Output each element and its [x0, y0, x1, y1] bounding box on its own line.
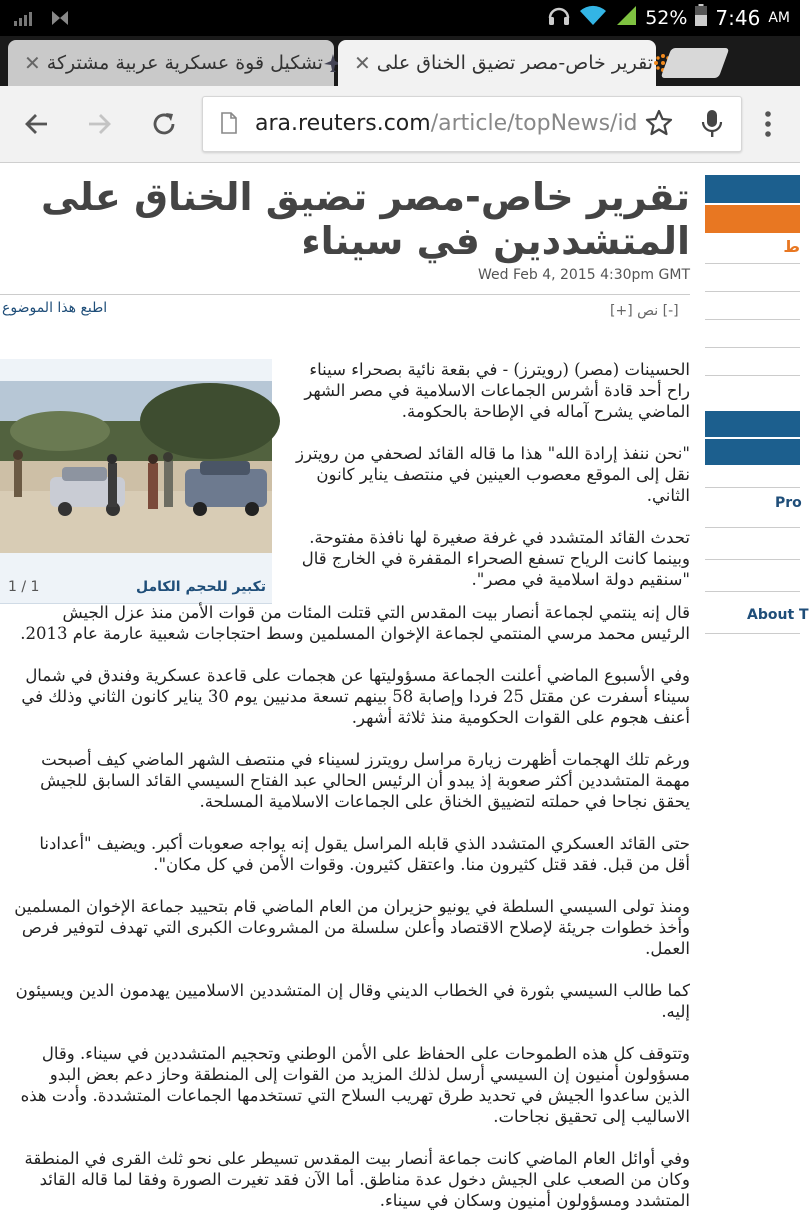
divider: [0, 294, 690, 295]
photo-box: [0, 359, 272, 604]
sidebar-divider: [705, 487, 800, 488]
article-paragraph: كما طالب السيسي بثورة في الخطاب الديني وقال إن المتشددين الاسلاميين يهدمون الدين ويسيئون إليه.: [15, 981, 690, 1021]
forward-button[interactable]: [82, 106, 118, 142]
wifi-icon: [579, 4, 607, 31]
sidebar-divider: [705, 559, 800, 560]
sidebar-blue-bar: [705, 439, 800, 465]
tab-close-icon[interactable]: ✕: [354, 51, 371, 75]
tab-inactive[interactable]: [8, 40, 334, 86]
notification-icon: [50, 9, 70, 31]
text-size-control[interactable]: [+] نص [-]: [610, 303, 679, 319]
url-host: ara.reuters.com: [255, 111, 431, 136]
sidebar-divider: [705, 291, 800, 292]
article-paragraph: ومنذ تولى السيسي السلطة في يونيو حزيران من العام الماضي قام بتحييد جماعة الإخوان المسلمين وأخذ خطوات جريئة لإصلاح الاقتصاد وأعلن سلسلة من المشروعات الكبرى التي تهدف لتوفير فرص العمل.: [14, 897, 690, 958]
microphone-icon[interactable]: [701, 109, 723, 143]
address-bar[interactable]: [202, 96, 742, 152]
sidebar-blue-bar: [705, 411, 800, 437]
sidebar-divider: [705, 319, 800, 320]
photo-caption-row: [0, 577, 272, 601]
article-dateline: Wed Feb 4, 2015 4:30pm GMT: [478, 267, 690, 283]
print-article-link[interactable]: اطبع هذا الموضوع: [2, 300, 108, 316]
battery-percent: 52%: [645, 6, 688, 29]
forward-arrow-icon: [87, 111, 113, 137]
sidebar-item[interactable]: About T: [747, 607, 809, 623]
headphones-icon: [547, 4, 571, 31]
url-text: [255, 111, 638, 136]
tab-close-icon[interactable]: ✕: [24, 51, 41, 75]
bookmark-star-icon[interactable]: [645, 109, 673, 141]
back-arrow-icon: [23, 111, 49, 137]
article-paragraph: الحسينات (مصر) (رويترز) - في بقعة نائية بصحراء سيناء راح أحد قادة أشرس الجماعات الاسلامية في مصر الشهر الماضي يشرح آماله في الإطاحة بالحكومة.: [304, 360, 690, 421]
reload-icon: [150, 110, 178, 138]
enlarge-photo-link[interactable]: تكبير للحجم الكامل: [135, 579, 266, 595]
url-path: /article/topNews/id: [430, 111, 638, 136]
clock-meridiem: AM: [768, 9, 790, 26]
sidebar-divider: [705, 633, 800, 634]
back-button[interactable]: [18, 106, 54, 142]
sidebar-blue-bar: [705, 175, 800, 203]
article-paragraph: وتتوقف كل هذه الطموحات على الحفاظ على الأمن الوطني وتحجيم المتشددين في سيناء. وقال مسؤولون أمنيون إن السيسي أرسل لذلك المزيد من القوات إلى المنطقة وحاز دعم بعض البدو الذين ساعدوا الجيش في تحديد طرق تهريب السلاح التي تستخدمها الجماعات المتشددة. وأدت هذه الاساليب إلى تحقيق نجاحات.: [20, 1044, 690, 1126]
sidebar-divider: [705, 591, 800, 592]
sidebar-item[interactable]: ط: [783, 237, 800, 256]
article-paragraph: "نحن ننفذ إرادة الله" هذا ما قاله القائد لصحفي من رويترز نقل إلى الموقع معصوب العينين في منتصف يناير كانون الثاني.: [296, 444, 690, 505]
sidebar-item[interactable]: Pro: [775, 495, 802, 511]
page-icon: [221, 112, 237, 138]
sidebar-divider: [705, 527, 800, 528]
sidebar-divider: [705, 347, 800, 348]
article-paragraph: قال إنه ينتمي لجماعة أنصار بيت المقدس التي قتلت المئات من قوات الأمن منذ عزل الجيش الرئيس محمد مرسي المنتمي لجماعة الإخوان المسلمين وسط احتجاجات شعبية عارمة عام 2013.: [20, 603, 690, 643]
battery-icon: [695, 4, 707, 31]
article-paragraph: حتى القائد العسكري المتشدد الذي قابله المراسل يقول إنه يواجه صعوبات أكبر. ويضيف "أعدادنا أقل من قبل. فقد قتل كثيرون منا. واعتقل كثيرون. وقوات الأمن في كل مكان".: [39, 834, 690, 874]
web-page: [0, 163, 809, 1218]
new-tab-button[interactable]: [661, 48, 730, 78]
tab-title: تشكيل قوة عسكرية عربية مشتركة: [46, 52, 323, 74]
status-bar: [0, 0, 800, 36]
article-headline: تقرير خاص-مصر تضيق الخناق على المتشددين في سيناء: [40, 175, 690, 263]
article-paragraph: تحدث القائد المتشدد في غرفة صغيرة لها نافذة مفتوحة. وبينما كانت الرياح تسفع الصحراء المقفرة في الخارج قال "سنقيم دولة اسلامية في مصر".: [301, 528, 690, 589]
more-vert-icon: [764, 111, 772, 137]
sidebar-orange-bar: [705, 205, 800, 233]
tab-active[interactable]: [338, 40, 656, 86]
tab-strip: [0, 36, 800, 86]
right-sidebar: [705, 175, 809, 635]
cell-signal-icon: [615, 4, 637, 31]
clock-time: 7:46: [715, 5, 761, 30]
menu-button[interactable]: [750, 106, 786, 142]
photo-pager: 1 / 1: [8, 579, 40, 595]
article-paragraph: وفي الأسبوع الماضي أعلنت الجماعة مسؤوليتها عن هجمات على قاعدة عسكرية وفندق في شمال سيناء أسفرت عن مقتل 25 فردا وإصابة 58 بينهم تسعة مدنيين يوم 30 يناير كانون الثاني وذلك في أعنف هجوم على القوات الحكومية منذ ثلاثة أشهر.: [21, 666, 690, 727]
signal-bars-icon: [14, 11, 34, 30]
article-photo[interactable]: [0, 381, 272, 553]
tab-title: تقرير خاص-مصر تضيق الخناق على: [376, 52, 653, 74]
sidebar-divider: [705, 263, 800, 264]
article-body-narrow: [288, 359, 690, 590]
article-paragraph: وفي أوائل العام الماضي كانت جماعة أنصار بيت المقدس تسيطر على نحو ثلث القرى في المنطقة وكان من الصعب على الجيش دخول عدة مناطق. أما الآن فقد تغيرت الصورة وفقا لما قاله القائد المتشدد ومسؤولون أمنيون وسكان في سيناء.: [24, 1149, 690, 1210]
sidebar-divider: [705, 375, 800, 376]
article-body: [12, 602, 690, 1211]
article-paragraph: ورغم تلك الهجمات أظهرت زيارة مراسل رويترز لسيناء في منتصف الشهر الماضي كيف أصبحت مهمة المتشددين أكثر صعوبة إذ يبدو أن الرئيس الحالي عبد الفتاح السيسي القائد السابق للجيش يحقق نجاحا في حملته لتضييق الخناق على الجماعات الاسلامية المسلحة.: [40, 750, 690, 811]
reload-button[interactable]: [146, 106, 182, 142]
browser-toolbar: [0, 86, 800, 163]
